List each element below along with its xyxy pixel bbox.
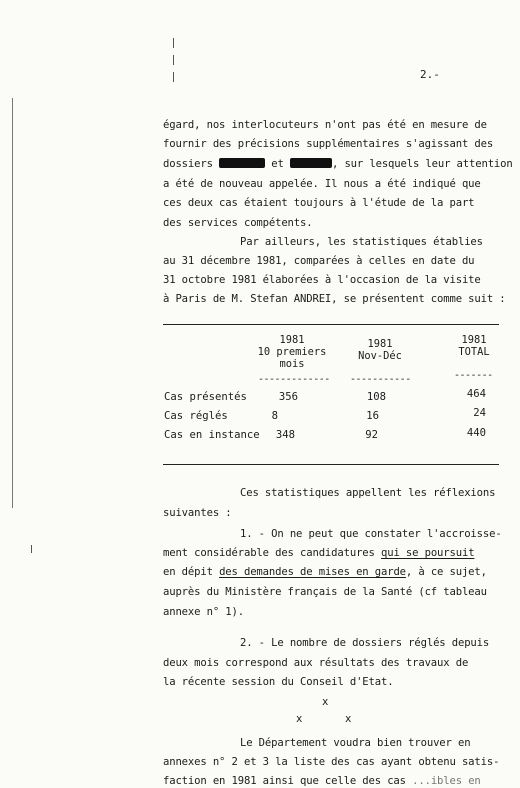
point1-line-1: 1. - On ne peut que constater l'accroisse- (240, 528, 502, 540)
para1-line-4: a été de nouveau appelée. Il nous a été indiqué que (163, 178, 481, 190)
margin-mark-top-1 (173, 38, 174, 48)
margin-mark-top-3 (173, 72, 174, 82)
para1-line-1: égard, nos interlocuteurs n'ont pas été en mesure de (163, 119, 487, 131)
point1-line-4: auprès du Ministère français de la Santé (cf tableau (163, 586, 487, 598)
faded-text: ...ibles en (412, 775, 481, 787)
para2-line-3: 31 octobre 1981 élaborées à l'occasion de la visite (163, 274, 481, 286)
page-number: 2.- (420, 68, 440, 81)
col3-dashes: ------- (454, 370, 493, 381)
point2-line-1: 2. - Le nombre de dossiers réglés depuis (240, 637, 490, 649)
point1-line-5: annexe n° 1). (163, 606, 244, 618)
para2-line-4: à Paris de M. Stefan ANDREI, se présentent comme suit : (163, 293, 506, 305)
row-regles-c3: 24 (473, 407, 486, 419)
col2-header: 1981 Nov-Déc (358, 338, 402, 362)
para1-line-6: des services compétents. (163, 217, 313, 229)
row-presentes-c3: 464 (466, 388, 486, 400)
redacted-name-1 (219, 158, 265, 168)
row-presentes-c2: 108 (366, 391, 386, 403)
para1-line-3-rest: , sur lesquels leur attention (332, 158, 513, 170)
separator-x-top: x (322, 696, 329, 708)
point1-line-2: ment considérable des candidatures qui se poursuit (163, 547, 475, 559)
point2-line-2: deux mois correspond aux résultats des travaux de (163, 657, 469, 669)
col1-header: 1981 10 premiers mois (257, 334, 327, 370)
row-instance-c1: 348 (275, 429, 295, 441)
row-label-presentes: Cas présentés (164, 391, 247, 403)
et-word: et (271, 158, 284, 170)
row-regles-c2: 16 (366, 410, 379, 422)
separator-x-right: x (345, 713, 352, 725)
para1-line-5: ces deux cas étaient toujours à l'étude de la part (163, 197, 475, 209)
underlined-qui-se-poursuit: qui se poursuit (381, 547, 475, 559)
para1-line-2: fournir des précisions supplémentaires s'agissant des (163, 138, 494, 150)
para4-line-3: faction en 1981 ainsi que celle des cas ...ibles en (163, 775, 481, 787)
separator-x-left: x (296, 713, 303, 725)
row-instance-c3: 440 (466, 427, 486, 439)
para1-line-3 (163, 157, 513, 171)
row-instance-c2: 92 (365, 429, 378, 441)
para3-line-2: suivantes : (163, 507, 232, 519)
margin-mark-left (12, 98, 13, 508)
para2-line-2: au 31 décembre 1981, comparées à celles en date du (163, 255, 475, 267)
table-bottom-rule (163, 464, 499, 465)
redacted-name-2 (290, 158, 332, 168)
row-label-instance: Cas en instance (164, 429, 260, 441)
table-top-rule (163, 324, 499, 325)
point1-line-3: en dépit des demandes de mises en garde, à ce sujet, (163, 566, 487, 578)
dossiers-word: dossiers (163, 158, 213, 170)
row-presentes-c1: 356 (278, 391, 298, 403)
para4-line-1: Le Département voudra bien trouver en (240, 737, 471, 749)
col1-dashes: ------------- (258, 374, 330, 385)
underlined-mises-en-garde: des demandes de mises en garde (219, 566, 406, 578)
point2-line-3: la récente session du Conseil d'Etat. (163, 676, 394, 688)
margin-mark-mid (31, 545, 32, 553)
margin-mark-top-2 (173, 55, 174, 65)
para4-line-2: annexes n° 2 et 3 la liste des cas ayant obtenu satis- (163, 756, 500, 768)
col3-header: 1981 TOTAL (458, 334, 490, 358)
row-regles-c1: 8 (271, 410, 278, 422)
row-label-regles: Cas réglés (164, 410, 228, 422)
para3-line-1: Ces statistiques appellent les réflexions (240, 487, 496, 499)
para2-line-1: Par ailleurs, les statistiques établies (240, 236, 483, 248)
col2-dashes: ----------- (350, 374, 411, 385)
